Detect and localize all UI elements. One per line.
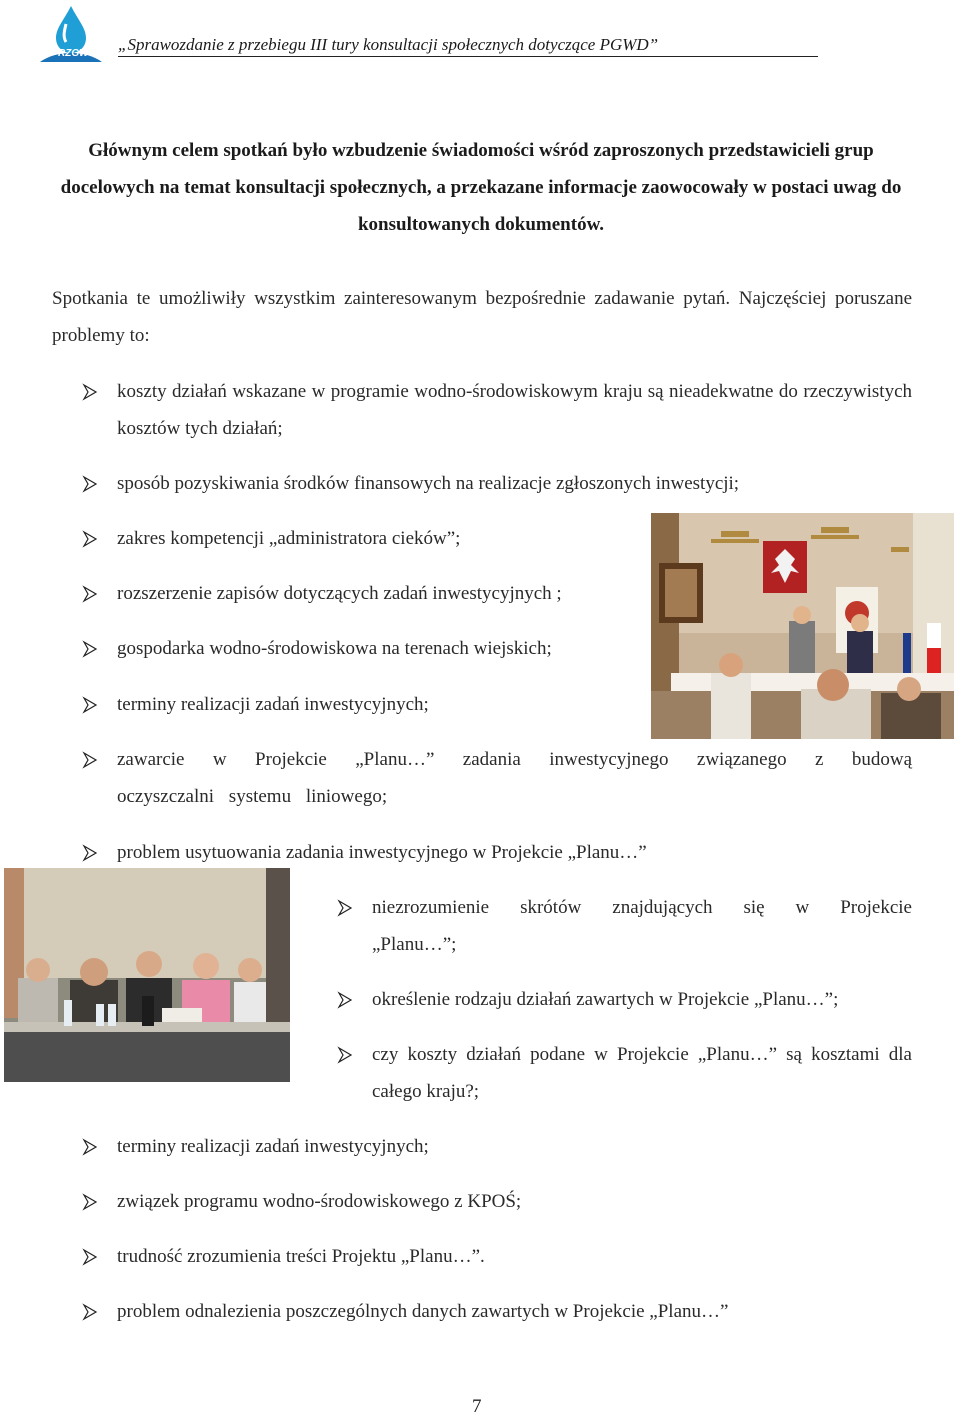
list-item <box>82 741 912 815</box>
list-item-text: niezrozumienie skrótów znajdujących się w Projekcie „Planu…”; <box>372 897 912 955</box>
list-item <box>82 465 912 502</box>
list-item <box>337 981 912 1018</box>
intro-paragraph: Spotkania te umożliwiły wszystkim zainteresowanym bezpośrednie zadawanie pytań. Najczęściej poruszane problemy to: <box>52 288 912 346</box>
list-item-text: gospodarka wodno-środowiskowa na terenach wiejskich; <box>117 638 552 659</box>
list-item-text: zawarcie w Projekcie „Planu…” zadania inwestycyjnego związanego z budową oczyszczalni systemu liniowego; <box>117 749 912 807</box>
arrow-bullet-icon <box>337 899 355 917</box>
arrow-bullet-icon <box>82 751 100 769</box>
list-item <box>82 1293 912 1330</box>
list-item-text: terminy realizacji zadań inwestycyjnych; <box>117 694 429 715</box>
arrow-bullet-icon <box>82 844 100 862</box>
conference-participants-photo <box>4 868 290 1082</box>
arrow-bullet-icon <box>82 1248 100 1266</box>
list-item-text: trudność zrozumienia treści Projektu „Planu…”. <box>117 1246 485 1267</box>
list-item <box>82 630 642 667</box>
list-item-text: związek programu wodno-środowiskowego z KPOŚ; <box>117 1191 522 1212</box>
arrow-bullet-icon <box>82 475 100 493</box>
list-item-text: określenie rodzaju działań zawartych w Projekcie „Planu…”; <box>372 989 839 1010</box>
arrow-bullet-icon <box>82 530 100 548</box>
list-item <box>337 1036 912 1110</box>
rzgw-logo <box>36 4 106 64</box>
list-item <box>82 834 912 871</box>
arrow-bullet-icon <box>82 1138 100 1156</box>
list-item <box>82 1128 912 1165</box>
meeting-hall-photo <box>651 513 954 739</box>
list-item <box>337 889 912 963</box>
list-item <box>82 575 642 612</box>
svg-text:RZGW: RZGW <box>58 48 89 59</box>
list-item-text: problem odnalezienia poszczególnych danych zawartych w Projekcie „Planu…” <box>117 1301 729 1322</box>
intro-bold-paragraph: Głównym celem spotkań było wzbudzenie świadomości wśród zaproszonych przedstawicieli grup docelowych na temat konsultacji społecznych, a przekazane informacje zaowocowały w postaci uwag do konsultowanych dokumentów. <box>60 140 902 235</box>
arrow-bullet-icon <box>82 1193 100 1211</box>
list-item-text: zakres kompetencji „administratora cieków”; <box>117 528 461 549</box>
arrow-bullet-icon <box>82 383 100 401</box>
list-item-text: czy koszty działań podane w Projekcie „Planu…” są kosztami dla całego kraju?; <box>372 1044 912 1102</box>
arrow-bullet-icon <box>82 696 100 714</box>
arrow-bullet-icon <box>82 585 100 603</box>
list-item-text: problem usytuowania zadania inwestycyjnego w Projekcie „Planu…” <box>117 842 647 863</box>
list-item-text: koszty działań wskazane w programie wodno-środowiskowym kraju są nieadekwatne do rzeczywistych kosztów tych działań; <box>117 381 912 439</box>
list-item <box>82 686 642 723</box>
list-item <box>82 520 642 557</box>
arrow-bullet-icon <box>82 1303 100 1321</box>
page-number: 7 <box>472 1396 482 1417</box>
list-item-text: rozszerzenie zapisów dotyczących zadań inwestycyjnych ; <box>117 583 562 604</box>
list-item <box>82 1238 912 1275</box>
list-item <box>82 1183 912 1220</box>
list-item-text: terminy realizacji zadań inwestycyjnych; <box>117 1136 429 1157</box>
header-title: „Sprawozdanie z przebiegu III tury konsultacji społecznych dotyczące PGWD” <box>118 34 818 57</box>
arrow-bullet-icon <box>337 991 355 1009</box>
list-item-text: sposób pozyskiwania środków finansowych na realizacje zgłoszonych inwestycji; <box>117 473 740 494</box>
arrow-bullet-icon <box>82 640 100 658</box>
list-item <box>82 373 912 447</box>
arrow-bullet-icon <box>337 1046 355 1064</box>
